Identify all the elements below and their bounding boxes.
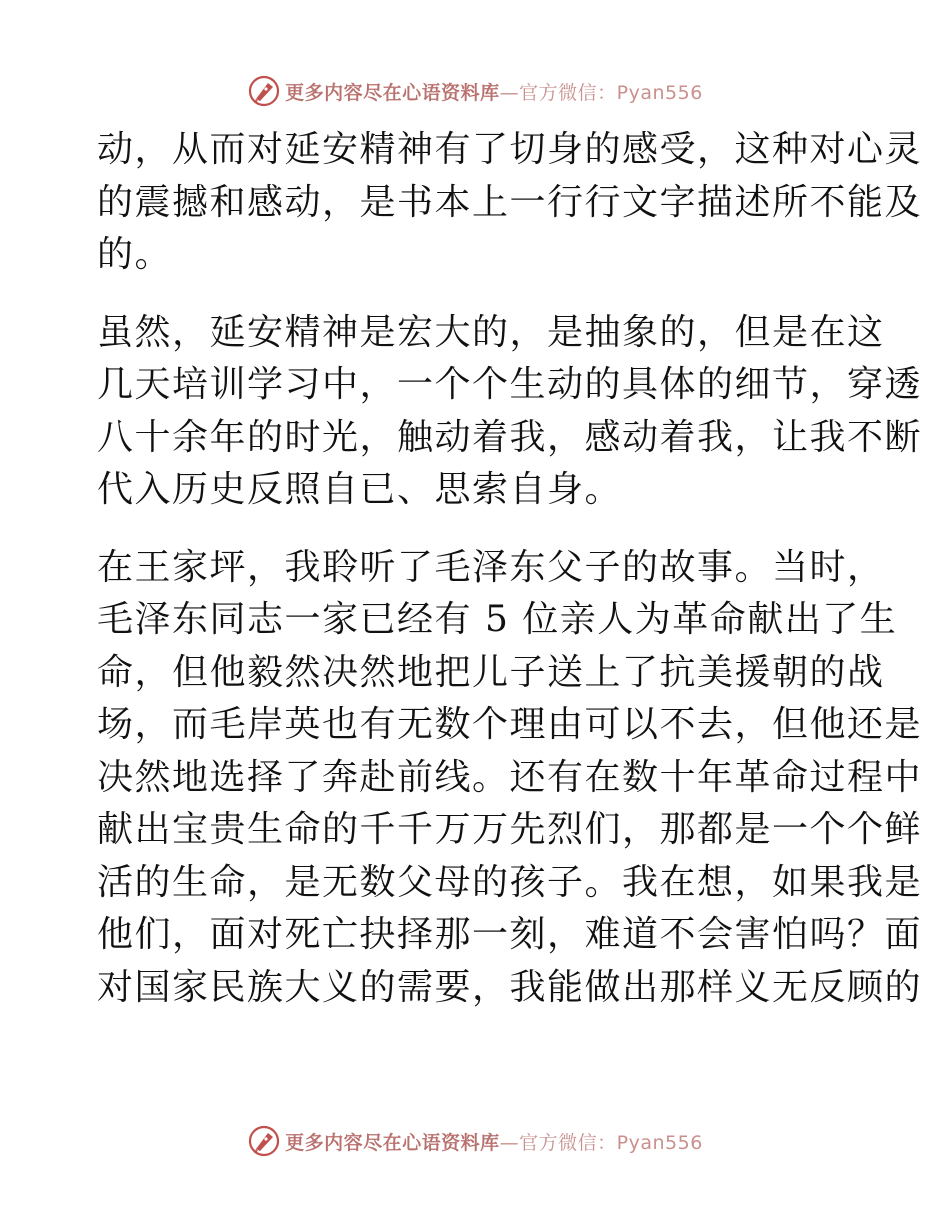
text-line: 献出宝贵生命的千千万万先烈们，那都是一个个鲜 [97, 809, 923, 850]
paragraph [97, 307, 923, 517]
text-line: 几天培训学习中，一个个生动的具体的细节，穿透 [97, 364, 923, 405]
text-line: 命，但他毅然决然地把儿子送上了抗美援朝的战 [97, 651, 885, 693]
text-line: 他们，面对死亡抉择那一刻，难道不会害怕吗？面 [97, 914, 923, 955]
text-line: 场，而毛岸英也有无数个理由可以不去，但他还是 [97, 704, 923, 745]
footer-promo-banner [0, 1121, 950, 1161]
paragraph [97, 542, 923, 1015]
text-line: 虽然，延安精神是宏大的，是抽象的，但是在这 [97, 311, 885, 353]
document-body [97, 124, 923, 1014]
text-line: 动，从而对延安精神有了切身的感受，这种对心灵 [97, 129, 923, 170]
text-line: 代入历史反照自已、思索自身。 [97, 469, 623, 510]
text-line: 在王家坪，我聆听了毛泽东父子的故事。当时， [97, 546, 885, 588]
text-line: 决然地选择了奔赴前线。还有在数十年革命过程中 [97, 756, 923, 798]
pen-nib-logo-icon [247, 1124, 281, 1158]
text-line: 八十余年的时光，触动着我，感动着我，让我不断 [97, 416, 923, 458]
promo-text: 更多内容尽在心语资料库—官方微信：Pyan556 [285, 1131, 703, 1154]
promo-text: 更多内容尽在心语资料库—官方微信：Pyan556 [285, 81, 703, 104]
text-line: 毛泽东同志一家已经有 5 位亲人为革命献出了生 [97, 599, 898, 640]
text-line: 对国家民族大义的需要，我能做出那样义无反顾的 [97, 966, 923, 1008]
text-line: 活的生命，是无数父母的孩子。我在想，如果我是 [97, 861, 923, 903]
header-promo-banner [0, 71, 950, 111]
text-line: 的震撼和感动，是书本上一行行文字描述所不能及 [97, 181, 923, 223]
paragraph [97, 124, 923, 282]
text-line: 的。 [97, 234, 173, 275]
pen-nib-logo-icon [247, 74, 281, 108]
